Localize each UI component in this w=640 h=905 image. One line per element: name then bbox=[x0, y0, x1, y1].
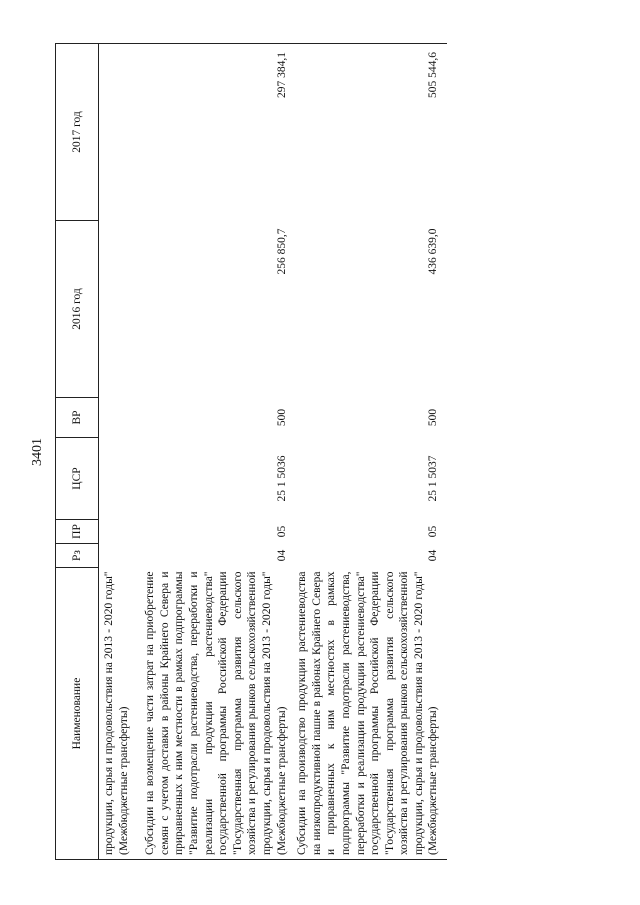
header-2016: 2016 год bbox=[56, 221, 99, 398]
row-2016: 256 850,7 bbox=[275, 228, 288, 275]
header-2017: 2017 год bbox=[56, 44, 99, 221]
row-csr bbox=[99, 438, 144, 520]
row-csr: 25 1 5037 bbox=[427, 455, 440, 502]
row-2016: 436 639,0 bbox=[427, 228, 440, 275]
row-vr: 500 bbox=[427, 408, 440, 427]
table-header-row bbox=[56, 44, 99, 860]
budget-table bbox=[55, 43, 447, 860]
row-name: Субсидии на производство продукции растениеводства на низкопродуктивной пашне в районах Крайнего Севера и приравненных к ним местностях в рамках подпрограммы "Развитие подотрасли растениеводства, переработки и реализации продукции растениеводства" государственной программы Российской Федерации "Государственная программа развития сельского хозяйства и регулирования рынков сельскохозяйственной продукции, сырья и продовольствия на 2013 - 2020 годы" (Межбюджетные трансферты) bbox=[295, 568, 447, 860]
row-pr: 05 bbox=[275, 525, 288, 538]
header-pr: ПР bbox=[56, 520, 99, 544]
table-row bbox=[143, 44, 295, 860]
row-pr: 05 bbox=[427, 525, 440, 538]
table-row bbox=[99, 44, 144, 860]
header-name: Наименование bbox=[56, 568, 99, 860]
row-2017: 297 384,1 bbox=[143, 44, 295, 221]
header-vr: ВР bbox=[56, 398, 99, 438]
row-rz: 04 bbox=[427, 549, 440, 562]
row-2016 bbox=[99, 221, 144, 398]
row-vr: 500 bbox=[275, 408, 288, 427]
row-name: продукции, сырья и продовольствия на 2013 - 2020 годы" (Межбюджетные трансферты) bbox=[99, 568, 144, 860]
page-number: 3401 bbox=[30, 438, 45, 466]
row-rz bbox=[99, 544, 144, 568]
header-csr: ЦСР bbox=[56, 438, 99, 520]
table-row bbox=[295, 44, 447, 860]
rotated-document-sheet bbox=[55, 44, 585, 860]
row-2017 bbox=[99, 44, 144, 221]
row-2017: 505 544,6 bbox=[295, 44, 447, 221]
row-name: Субсидии на возмещение части затрат на приобретение семян с учетом доставки в районы Крайнего Севера и приравненных к ним местности в рамках подпрограммы "Развитие подотрасли растениеводства, переработки и реализации продукции растениеводства" государственной программы Российской Федерации "Государственная программа развития сельского хозяйства и регулирования рынков сельскохозяйственной продукции, сырья и продовольствия на 2013 - 2020 годы" (Межбюджетные трансферты) bbox=[143, 568, 295, 860]
row-csr: 25 1 5036 bbox=[275, 455, 288, 502]
row-rz: 04 bbox=[275, 549, 288, 562]
row-vr bbox=[99, 398, 144, 438]
header-rz: Рз bbox=[56, 544, 99, 568]
row-pr bbox=[99, 520, 144, 544]
